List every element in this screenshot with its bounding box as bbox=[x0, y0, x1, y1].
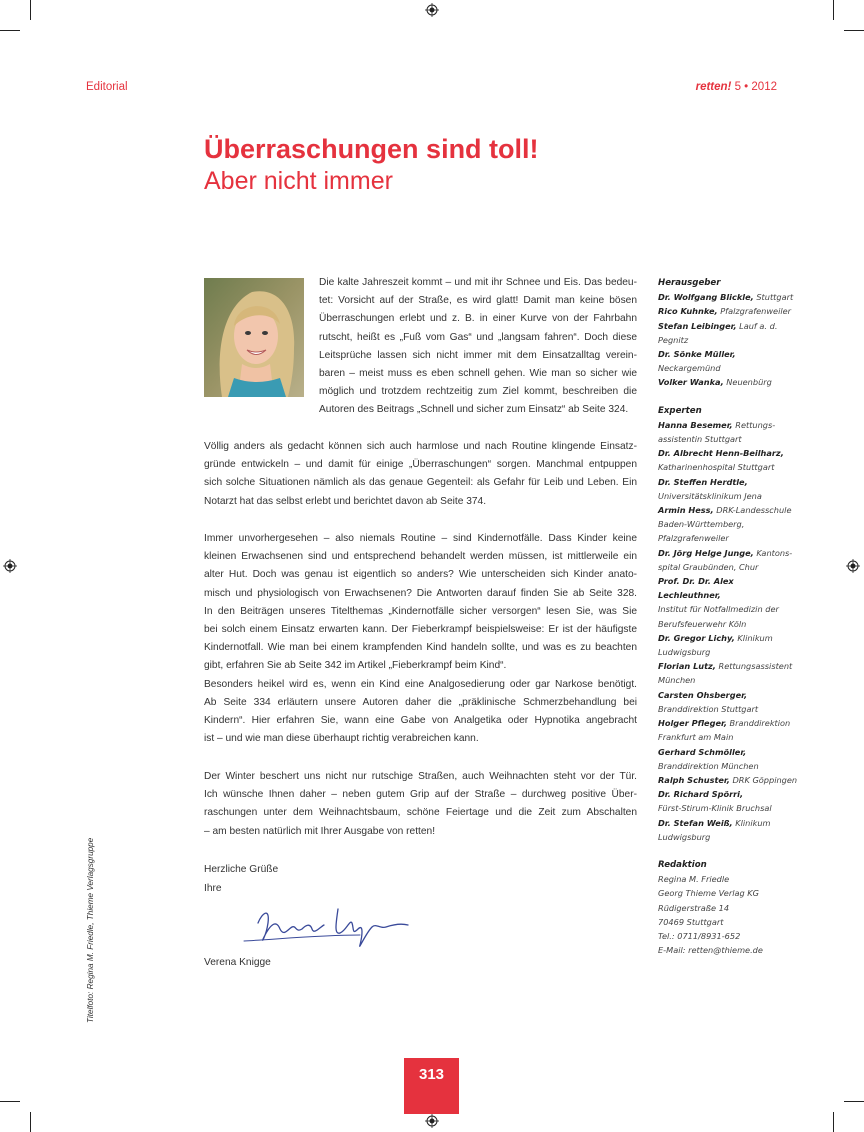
affiliation: Rettungsassistent bbox=[715, 661, 793, 672]
body-paragraph-3 bbox=[204, 530, 637, 748]
sidebar-entry bbox=[658, 730, 798, 744]
affiliation: DRK-Landesschule bbox=[713, 505, 792, 516]
affiliation: Lauf a. d. bbox=[736, 320, 778, 331]
sidebar-entry bbox=[658, 773, 798, 787]
author-photo bbox=[204, 278, 304, 397]
magazine-name: retten! bbox=[695, 81, 732, 93]
text-line: Immer unvorhergesehen – also niemals Routine – sind Kindernotfälle. Dass Kinder keine bbox=[204, 533, 637, 544]
affiliation: Pegnitz bbox=[658, 334, 689, 345]
experten-list bbox=[658, 418, 798, 844]
text-line: rutscht, heißt es „Fuß vom Gas“ und „langsam fahren“. Doch diese bbox=[319, 331, 637, 343]
text-line: raschungen unter dem Weihnachtsbaum, schöne Feiertage und die Zeit zum Abschalten bbox=[204, 807, 637, 819]
sidebar-heading-redaktion: Redaktion bbox=[658, 859, 707, 870]
person-name: Rico Kuhnke, bbox=[658, 306, 718, 317]
sidebar-entry bbox=[658, 745, 798, 759]
affiliation: spital Graubünden, Chur bbox=[658, 561, 759, 572]
crop-mark bbox=[0, 30, 20, 31]
sidebar-entry bbox=[658, 759, 798, 773]
sidebar-entry bbox=[658, 631, 798, 645]
person-name: Volker Wanka, bbox=[658, 377, 724, 388]
text-line: Ab Seite 334 erläutern unsere Autoren daher die „präklinische Schmerzbehandlung bei bbox=[204, 696, 637, 708]
body-paragraph-4 bbox=[204, 768, 637, 841]
affiliation: Institut für Notfallmedizin der bbox=[658, 604, 779, 615]
registration-mark-icon bbox=[3, 559, 17, 573]
masthead-sidebar bbox=[658, 276, 798, 957]
person-name: Dr. Wolfgang Blickle, bbox=[658, 292, 754, 303]
sidebar-entry bbox=[658, 716, 798, 730]
affiliation: Branddirektion München bbox=[658, 760, 759, 771]
sidebar-entry bbox=[658, 830, 798, 844]
person-name: Dr. Richard Spörri, bbox=[658, 789, 744, 800]
sidebar-entry bbox=[658, 489, 798, 503]
person-name: Florian Lutz, bbox=[658, 661, 716, 672]
sidebar-entry bbox=[658, 418, 798, 432]
crop-mark bbox=[844, 30, 864, 31]
affiliation: Ludwigsburg bbox=[658, 647, 711, 658]
text-line: Völlig anders als gedacht können sich auch harmlose und nach Routine klingende Einsatz- bbox=[204, 441, 637, 452]
affiliation: Katharinenhospital Stuttgart bbox=[658, 462, 775, 473]
text-line: – am besten natürlich mit Ihrer Ausgabe von retten! bbox=[204, 825, 436, 837]
text-line: Besonders heikel wird es, wenn ein Kind eine Analgosedierung oder gar Narkose benötigt. bbox=[204, 678, 637, 690]
sidebar-entry bbox=[658, 801, 798, 815]
sidebar-entry bbox=[658, 460, 798, 474]
text-line: Kindernotfall. Wie man bei einem krampfenden Kind handeln sollte, und was es zu beachten bbox=[204, 642, 637, 654]
text-line: misch und physiologisch von Erwachsenen? Die Antworten darauf finden Sie ab Seite 328. bbox=[204, 587, 637, 599]
text-line: Autoren des Beitrags „Schnell und sicher zum Einsatz“ ab Seite 324. bbox=[319, 404, 629, 416]
person-name: Dr. Stefan Weiß, bbox=[658, 817, 733, 828]
text-line: bei solch einem Einsatz erwarten kann. Der Fieberkrampf beispielsweise: Er ist der häufigste bbox=[204, 624, 637, 636]
affiliation: Pfalzgrafenweiler bbox=[658, 533, 729, 544]
sidebar-entry bbox=[658, 659, 798, 673]
text-line: ist – und wie man diese überhaupt richtig verabreichen kann. bbox=[204, 733, 479, 745]
person-name: Dr. Sönke Müller, bbox=[658, 349, 736, 360]
crop-mark bbox=[0, 1101, 20, 1102]
sidebar-entry bbox=[658, 574, 798, 602]
sidebar-entry bbox=[658, 645, 798, 659]
person-name: Dr. Steffen Herdtle, bbox=[658, 476, 748, 487]
person-name: Dr. Albrecht Henn-Beilharz, bbox=[658, 448, 784, 459]
sidebar-heading-experten: Experten bbox=[658, 405, 702, 416]
issue-info bbox=[696, 81, 777, 93]
photo-credit: Titelfoto: Regina M. Friedle, Thieme Verlagsgruppe bbox=[86, 837, 95, 1023]
crop-mark bbox=[833, 0, 834, 20]
affiliation: Ludwigsburg bbox=[658, 831, 711, 842]
redaktion-line: Rüdigerstraße 14 bbox=[658, 902, 730, 913]
text-line: In den Beiträgen unseres Titelthemas „Kindernotfälle sicher versorgen“ lesen Sie, was Sie bbox=[204, 605, 637, 617]
crop-mark bbox=[844, 1101, 864, 1102]
body-paragraph-1 bbox=[319, 274, 637, 420]
redaktion-line: Tel.: 0711/8931-652 bbox=[658, 930, 741, 941]
sidebar-entry bbox=[658, 375, 798, 389]
affiliation: München bbox=[658, 675, 696, 686]
body-paragraph-2 bbox=[204, 438, 637, 511]
section-label: Editorial bbox=[86, 81, 128, 93]
text-line: tet: Vorsicht auf der Straße, es wird glatt! Damit man keine bösen bbox=[319, 295, 637, 307]
person-name: Gerhard Schmöller, bbox=[658, 746, 747, 757]
sidebar-entry bbox=[658, 617, 798, 631]
sidebar-entry bbox=[658, 816, 798, 830]
registration-mark-icon bbox=[425, 1114, 439, 1128]
sidebar-entry bbox=[658, 333, 798, 347]
text-line: Leitsprüche lassen sich nicht immer mit dem Einsatzalltag verein- bbox=[319, 349, 637, 361]
author-name: Verena Knigge bbox=[204, 957, 271, 968]
sidebar-entry bbox=[658, 602, 798, 616]
text-line: baren – meist muss es eben schnell gehen. Wie man so sicher wie bbox=[319, 368, 637, 380]
sidebar-entry bbox=[658, 673, 798, 687]
crop-mark bbox=[30, 1112, 31, 1132]
redaktion-list bbox=[658, 872, 798, 957]
herausgeber-list bbox=[658, 290, 798, 389]
affiliation: DRK Göppingen bbox=[729, 774, 798, 785]
sidebar-heading-herausgeber: Herausgeber bbox=[658, 278, 721, 288]
page-title: Überraschungen sind toll! bbox=[204, 134, 539, 164]
sidebar-entry bbox=[658, 432, 798, 446]
redaktion-line: 70469 Stuttgart bbox=[658, 916, 724, 927]
handwritten-signature bbox=[240, 893, 416, 955]
sidebar-entry bbox=[658, 347, 798, 375]
sidebar-entry bbox=[658, 531, 798, 545]
sidebar-entry bbox=[658, 446, 798, 460]
affiliation: Berufsfeuerwehr Köln bbox=[658, 618, 747, 629]
person-name: Holger Pfleger, bbox=[658, 718, 727, 729]
person-name: Stefan Leibinger, bbox=[658, 320, 737, 331]
affiliation: Stuttgart bbox=[753, 292, 794, 303]
affiliation: Neuenbürg bbox=[723, 377, 772, 388]
text-line: Überraschungen erlebt und z. B. in einer Kurve von der Fahrbahn bbox=[319, 313, 637, 325]
sidebar-entry bbox=[658, 702, 798, 716]
affiliation: Rettungs- bbox=[732, 419, 776, 430]
text-line: Die kalte Jahreszeit kommt – und mit ihr Schnee und Eis. Das bedeu- bbox=[319, 277, 637, 288]
page-number: 313 bbox=[418, 1066, 445, 1083]
affiliation: Kantons- bbox=[753, 547, 793, 558]
person-name: Armin Hess, bbox=[658, 505, 714, 516]
text-line: Der Winter beschert uns nicht nur rutschige Straßen, auch Weihnachten steht vor der Tür. bbox=[204, 771, 637, 782]
text-line: kleinen Erwachsenen sind und entsprechend behandelt werden müssen, ist mittlerweile ein bbox=[204, 551, 637, 563]
sidebar-entry bbox=[658, 517, 798, 531]
text-line: alter Hut. Doch was genau ist eigentlich so anders? Wie unterscheiden sich Kinder anato- bbox=[204, 569, 637, 581]
sidebar-entry bbox=[658, 319, 798, 333]
text-line: Notarzt hat das selbst erlebt und berichtet davon ab Seite 374. bbox=[204, 495, 487, 507]
text-line: gründe entwickeln – und damit für einige „Überraschungen“ sorgen. Manchmal entpuppen bbox=[204, 459, 637, 471]
affiliation: Branddirektion Stuttgart bbox=[658, 703, 759, 714]
sidebar-entry bbox=[658, 787, 798, 801]
affiliation: Klinikum bbox=[732, 817, 771, 828]
sidebar-entry bbox=[658, 475, 798, 489]
crop-mark bbox=[833, 1112, 834, 1132]
affiliation: Branddirektion bbox=[726, 718, 791, 729]
person-name: Dr. Jörg Helge Junge, bbox=[658, 547, 754, 558]
sidebar-entry bbox=[658, 290, 798, 304]
sidebar-entry bbox=[658, 503, 798, 517]
registration-mark-icon bbox=[846, 559, 860, 573]
text-line: Kindern“. Hier erfahren Sie, wann eine Gabe von Analgetika oder Hypnotika angebracht bbox=[204, 715, 637, 727]
person-name: Prof. Dr. Dr. Alex Lechleuthner, bbox=[658, 576, 734, 601]
affiliation: Frankfurt am Main bbox=[658, 732, 734, 743]
sidebar-entry bbox=[658, 688, 798, 702]
page-subtitle: Aber nicht immer bbox=[204, 167, 393, 195]
person-name: Hanna Besemer, bbox=[658, 419, 733, 430]
affiliation: Baden-Württemberg, bbox=[658, 519, 745, 530]
text-line: Ich wünsche Ihnen daher – neben gutem Grip auf der Straße – durchweg positive Über- bbox=[204, 789, 637, 801]
closing-greeting: Herzliche Grüße bbox=[204, 864, 279, 875]
affiliation: Neckargemünd bbox=[658, 363, 721, 374]
text-line: sich solche Situationen nämlich als das genaue Gegenteil: als Gefahr für Leib und Leben. Ein bbox=[204, 477, 637, 489]
redaktion-line: Georg Thieme Verlag KG bbox=[658, 888, 760, 899]
affiliation: Pfalzgrafenweiler bbox=[717, 306, 792, 317]
text-line: gibt, erfahren Sie ab Seite 342 im Artikel „Fieberkrampf beim Kind“. bbox=[204, 660, 507, 672]
issue-number: 5 • 2012 bbox=[734, 81, 777, 93]
registration-mark-icon bbox=[425, 3, 439, 17]
affiliation: Universitätsklinikum Jena bbox=[658, 490, 762, 501]
person-name: Carsten Ohsberger, bbox=[658, 689, 748, 700]
crop-mark bbox=[30, 0, 31, 20]
person-name: Dr. Gregor Lichy, bbox=[658, 632, 735, 643]
affiliation: assistentin Stuttgart bbox=[658, 434, 742, 445]
redaktion-line: Regina M. Friedle bbox=[658, 874, 730, 885]
text-line: möglich und trotzdem rechtzeitig zum Ziel kommt, beschreiben die bbox=[319, 386, 637, 398]
person-name: Ralph Schuster, bbox=[658, 774, 730, 785]
redaktion-line: E-Mail: retten@thieme.de bbox=[658, 945, 763, 956]
sidebar-entry bbox=[658, 546, 798, 560]
sidebar-entry bbox=[658, 560, 798, 574]
closing-ihre: Ihre bbox=[204, 883, 222, 894]
affiliation: Klinikum bbox=[734, 632, 773, 643]
affiliation: Fürst-Stirum-Klinik Bruchsal bbox=[658, 803, 772, 814]
page-number-box bbox=[404, 1058, 459, 1114]
sidebar-entry bbox=[658, 304, 798, 318]
